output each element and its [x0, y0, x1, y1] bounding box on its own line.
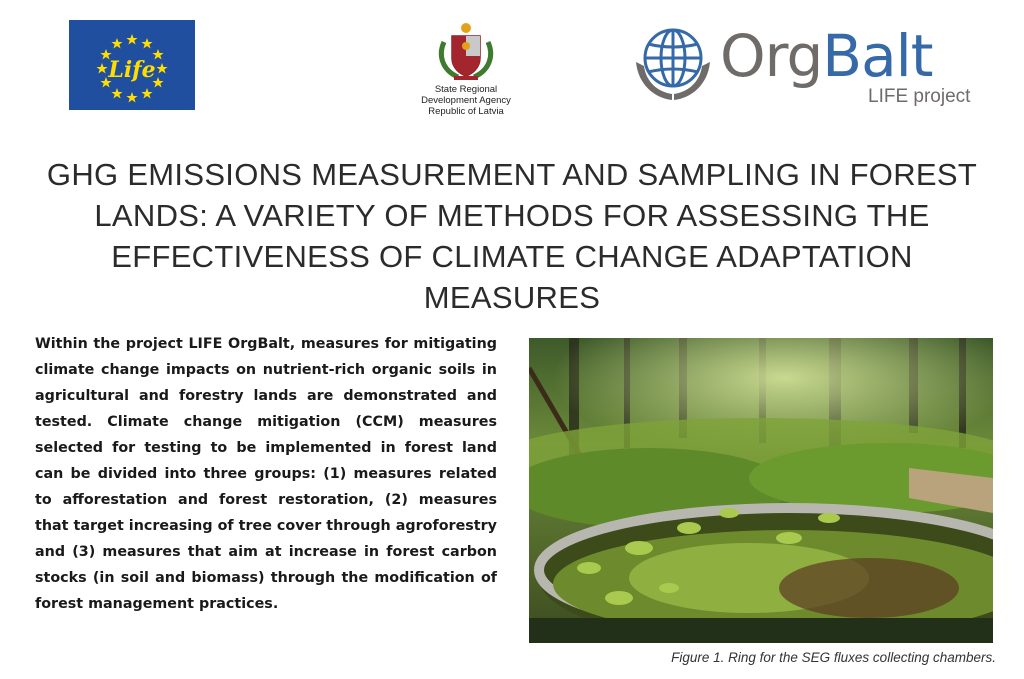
life-wordmark: Life — [108, 57, 156, 83]
orgbalt-wordmark — [720, 24, 932, 88]
orgbalt-logo — [632, 22, 971, 110]
orgbalt-subtitle: LIFE project — [868, 86, 971, 107]
forest-ring-image — [529, 338, 993, 643]
eu-stars-icon — [69, 20, 195, 110]
globe-hands-icon — [632, 22, 714, 106]
agency-line-1: State Regional — [434, 84, 498, 95]
agency-line-2: Development Agency — [421, 95, 511, 106]
page-title: GHG EMISSIONS MEASUREMENT AND SAMPLING IN FOREST LANDS: A VARIETY OF METHODS FOR ASSESSING THE EFFECTIVENESS OF CLIMATE CHANGE ADAPTATION MEASURES — [46, 157, 978, 315]
orgbalt-wordmark-balt: Balt — [822, 22, 933, 90]
agency-name — [408, 84, 524, 117]
orgbalt-wordmark-org: Org — [720, 22, 823, 90]
figure-caption: Figure 1. Ring for the SEG fluxes collecting chambers. — [671, 650, 996, 665]
agency-logo — [408, 20, 524, 120]
latvia-coat-of-arms-icon — [436, 20, 496, 82]
forest-ring-photo — [529, 338, 993, 643]
agency-line-3: Republic of Latvia — [428, 106, 504, 117]
eu-life-logo — [69, 20, 195, 110]
intro-paragraph: Within the project LIFE OrgBalt, measures for mitigating climate change impacts on nutrient-rich organic soils in agricultural and forestry lands are demonstrated and tested. Climate change mitigation (CCM) measures selected for testing to be implemented in forest land can be divided into three groups: (1) measures related to afforestation and forest restoration, (2) measures that target increasing of tree cover through agroforestry and (3) measures that aim at increase in forest carbon stocks (in soil and biomass) through the modification of forest management practices. — [35, 336, 497, 612]
